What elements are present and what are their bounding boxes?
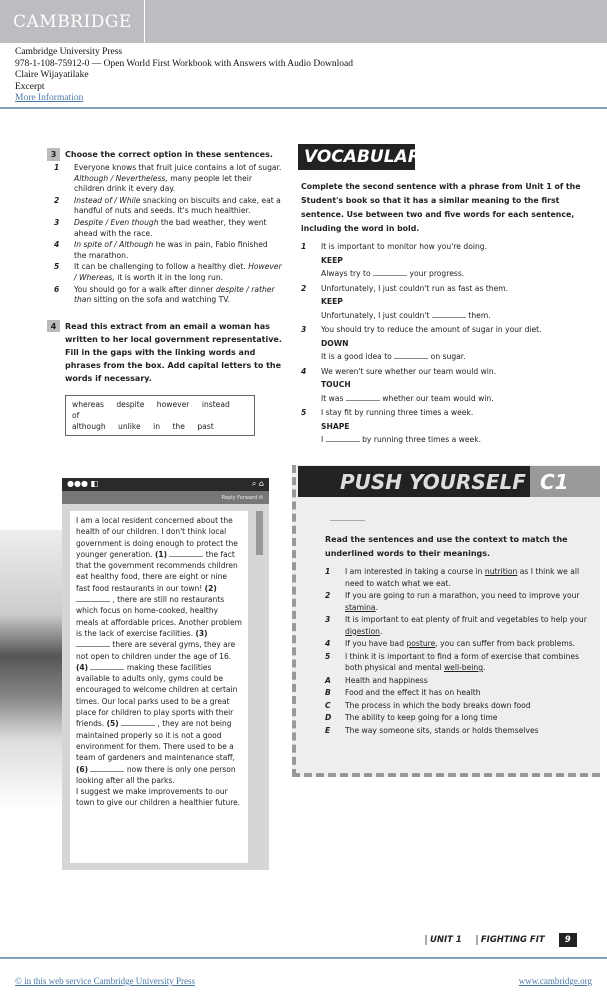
forward-button[interactable]: Forward [237, 495, 258, 501]
search-home-icon[interactable]: ⌕ ⌂ [251, 479, 264, 488]
list-item [54, 262, 282, 283]
gap-blank [76, 601, 110, 602]
item-text: Despite / Even though the bad weather, they went ahead with the race. [74, 217, 267, 238]
item-number: 4 [325, 639, 331, 648]
item-number: 2 [325, 591, 331, 600]
email-text: , they are not being maintained properly so it is not a good environment for them. There used to be a team of gardeners and maintenance staff, [76, 719, 235, 763]
item-number: 4 [301, 366, 307, 376]
item-text: Everyone knows that fruit juice contains a lot of sugar. Although / Nevertheless, many people let their children drink it every day. [74, 163, 282, 194]
page-footer [425, 933, 577, 947]
window-controls-icon[interactable]: ●●● ◧ [67, 479, 99, 488]
exercise-number: 4 [47, 320, 60, 332]
copyright-link[interactable]: © in this web service Cambridge University Press [15, 976, 196, 986]
list-item [301, 365, 586, 406]
underlined-word: well-being [443, 663, 484, 672]
item-text: It can be challenging to follow a healthy diet. However / Whereas, it is worth it in the long run. [74, 262, 282, 282]
cambridge-logo: CAMBRIDGE [0, 0, 145, 43]
gap-blank [76, 646, 110, 647]
gap-label: (4) [76, 662, 89, 672]
underlined-word: posture [406, 639, 436, 648]
more-information-link[interactable]: More Information [15, 93, 84, 103]
word-box [65, 395, 255, 436]
publisher: Cambridge University Press [15, 47, 123, 57]
keyword: KEEP [321, 255, 343, 265]
list-item [325, 725, 590, 737]
gap-blank [90, 771, 124, 772]
item-number: 1 [325, 567, 331, 576]
list-item [325, 712, 590, 724]
item-text: I am interested in taking a course in nutrition as I think we all need to watch what we eat. [345, 567, 580, 588]
push-yourself-banner: PUSH YOURSELF [298, 466, 530, 497]
vocabulary-banner: VOCABULARY [298, 144, 415, 170]
list-item [54, 218, 282, 239]
answer-blank[interactable] [432, 317, 466, 318]
item-number: 1 [54, 163, 60, 172]
list-item [301, 406, 586, 447]
list-item [54, 163, 282, 195]
item-text: If you are going to run a marathon, you need to improve your stamina. [345, 591, 580, 612]
item-number: 4 [54, 240, 60, 250]
gap-blank [169, 556, 203, 557]
word-box-line: whereas despite however instead of [72, 399, 230, 420]
list-item [54, 240, 282, 261]
item-number: D [325, 713, 332, 722]
underlined-word: stamina [345, 602, 376, 612]
list-item [325, 675, 590, 687]
item-number: 1 [301, 242, 307, 251]
item-number: C [325, 700, 331, 710]
unit-label: UNIT 1 [425, 935, 462, 945]
answer-blank[interactable] [373, 275, 407, 276]
answer-blank[interactable] [346, 400, 380, 401]
divider [0, 957, 607, 959]
exercise-title: Read this extract from an email a woman has written to her local government representative. Fill in the gaps with the linking words and phrases from the box. Add capital letters to the words if necessary. [65, 321, 282, 383]
email-text: making these facilities available to adults only, gyms could be encouraged to welcome children at certain times. Our local parks used to be a great place for children to play sports with their friends. [76, 662, 238, 729]
item-text: Instead of / While snacking on biscuits and cake, eat a handful of nuts and seeds. It's much healthier. [74, 195, 281, 216]
item-number: 3 [301, 325, 307, 334]
email-body [70, 511, 248, 863]
level-badge: C1 [530, 466, 600, 497]
answer-blank[interactable] [326, 441, 360, 442]
exercise-title: Choose the correct option in these sentences. [65, 150, 273, 159]
keyword: DOWN [321, 338, 349, 348]
item-text: It is important to eat plenty of fruit and vegetables to help your digestion. [345, 615, 587, 636]
answer-blank[interactable] [394, 358, 428, 359]
list-item [325, 687, 590, 699]
item-text: I stay fit by running three times a week. SHAPE I by running three times a week. [321, 406, 586, 447]
option-choice[interactable]: Instead of / While [74, 195, 141, 205]
item-text: Health and happiness [345, 675, 428, 685]
item-number: 3 [54, 217, 60, 227]
item-number: 2 [301, 283, 307, 293]
list-item [54, 285, 282, 306]
option-choice[interactable]: Although / Nevertheless, [74, 173, 168, 183]
blank-line [330, 520, 365, 521]
email-window [62, 478, 269, 870]
item-text: You should try to reduce the amount of sugar in your diet. DOWN It is a good idea to on sugar. [321, 323, 586, 364]
divider [0, 107, 607, 109]
push-exercise [325, 533, 590, 737]
item-number: 5 [301, 408, 307, 417]
item-text: In spite of / Although he was in pain, Fabio finished the marathon. [74, 240, 268, 260]
vocabulary-section [301, 180, 586, 448]
item-text: The ability to keep going for a long time [345, 713, 498, 722]
underlined-word: nutrition [484, 567, 518, 576]
gap-label: (6) [76, 764, 89, 774]
cambridge-website-link[interactable]: www.cambridge.org [518, 976, 592, 986]
list-item [325, 590, 590, 613]
list-item [301, 282, 586, 323]
item-number: 6 [54, 284, 60, 294]
email-text: there are several gyms, they are not open to children under the age of 16. [76, 640, 236, 661]
author: Claire Wijayatilake [15, 70, 89, 80]
gap-blank [121, 725, 155, 726]
page-number: 9 [559, 933, 577, 947]
keyword: KEEP [321, 297, 343, 306]
option-choice[interactable]: However / Whereas, [74, 262, 282, 282]
item-number: A [325, 675, 331, 685]
list-item [301, 323, 586, 364]
list-item [325, 651, 590, 674]
item-text: It is important to monitor how you're doing. KEEP Always try to your progress. [321, 240, 586, 281]
list-item [54, 196, 282, 217]
gap-label: (2) [204, 583, 217, 593]
word-box-line: although unlike in the past [72, 421, 214, 431]
email-text: I suggest we make improvements to our town to give our children a healthier future. [76, 787, 241, 808]
list-item [325, 638, 590, 650]
topic-label: FIGHTING FIT [476, 935, 545, 945]
item-text: The process in which the body breaks down food [345, 700, 531, 710]
email-text: now there is only one person looking after all the parks. [76, 764, 236, 785]
item-number: 5 [325, 651, 331, 661]
email-text: the fact that the government recommends children eat healthy food, there are eight or nine fast food restaurants in our town! [76, 549, 238, 593]
book-info [15, 47, 353, 105]
gap-label: (1) [154, 549, 168, 559]
item-text: If you have bad posture, you can suffer from back problems. [345, 639, 576, 648]
list-item [325, 700, 590, 712]
gap-label: (3) [195, 628, 208, 638]
excerpt-label: Excerpt [15, 81, 45, 92]
item-text: Unfortunately, I just couldn't run as fast as them. KEEP Unfortunately, I just couldn't them. [321, 282, 586, 323]
item-number: E [325, 725, 331, 735]
list-item [325, 614, 590, 637]
email-text: I am a local resident concerned about the health of our children. I don't think local government is doing enough to protect the younger generation. [76, 516, 238, 559]
header-bar [0, 0, 607, 43]
option-choice[interactable]: despite / rather than [74, 284, 275, 305]
envelope-icon: ✉ [258, 495, 263, 501]
item-text: I think it is important to find a form of exercise that combines both physical and mental well-being. [345, 651, 580, 672]
exercise-number: 3 [47, 148, 60, 161]
item-number: 2 [54, 195, 60, 205]
item-number: B [325, 688, 331, 697]
push-instruction: Read the sentences and use the context to match the underlined words to their meanings. [325, 535, 568, 558]
scrollbar[interactable] [256, 511, 263, 555]
option-choice[interactable]: In spite of / Although [74, 240, 154, 250]
item-number: 3 [325, 615, 331, 624]
item-number: 5 [54, 262, 60, 272]
vocabulary-instruction: Complete the second sentence with a phrase from Unit 1 of the Student's book so that it has a similar meaning to the first sentence. Use between two and five words for each sentence, including the word in bold. [301, 182, 581, 233]
isbn-title: 978-1-108-75912-0 — Open World First Workbook with Answers with Audio Download [15, 58, 353, 69]
email-text: , there are still no restaurants which focus on home-cooked, healthy meals at affordable prices. Another problem is the lack of exercise facilities. [76, 595, 242, 638]
item-text: We weren't sure whether our team would win. TOUCH It was whether our team would win. [321, 365, 586, 406]
reply-button[interactable]: Reply [221, 495, 236, 501]
snow-photo [0, 530, 62, 810]
item-text: The way someone sits, stands or holds themselves [345, 725, 539, 735]
list-item [325, 566, 590, 589]
list-item [301, 240, 586, 281]
item-text: You should go for a walk after dinner despite / rather than sitting on the sofa and watching TV. [74, 284, 275, 305]
keyword: SHAPE [321, 421, 350, 431]
gap-blank [90, 669, 124, 670]
gap-label: (5) [106, 719, 119, 729]
keyword: TOUCH [321, 380, 351, 389]
item-text: Food and the effect it has on health [345, 688, 481, 697]
underlined-word: digestion [345, 626, 380, 636]
exercise-3 [47, 148, 282, 436]
option-choice[interactable]: Despite / Even though [74, 217, 159, 227]
